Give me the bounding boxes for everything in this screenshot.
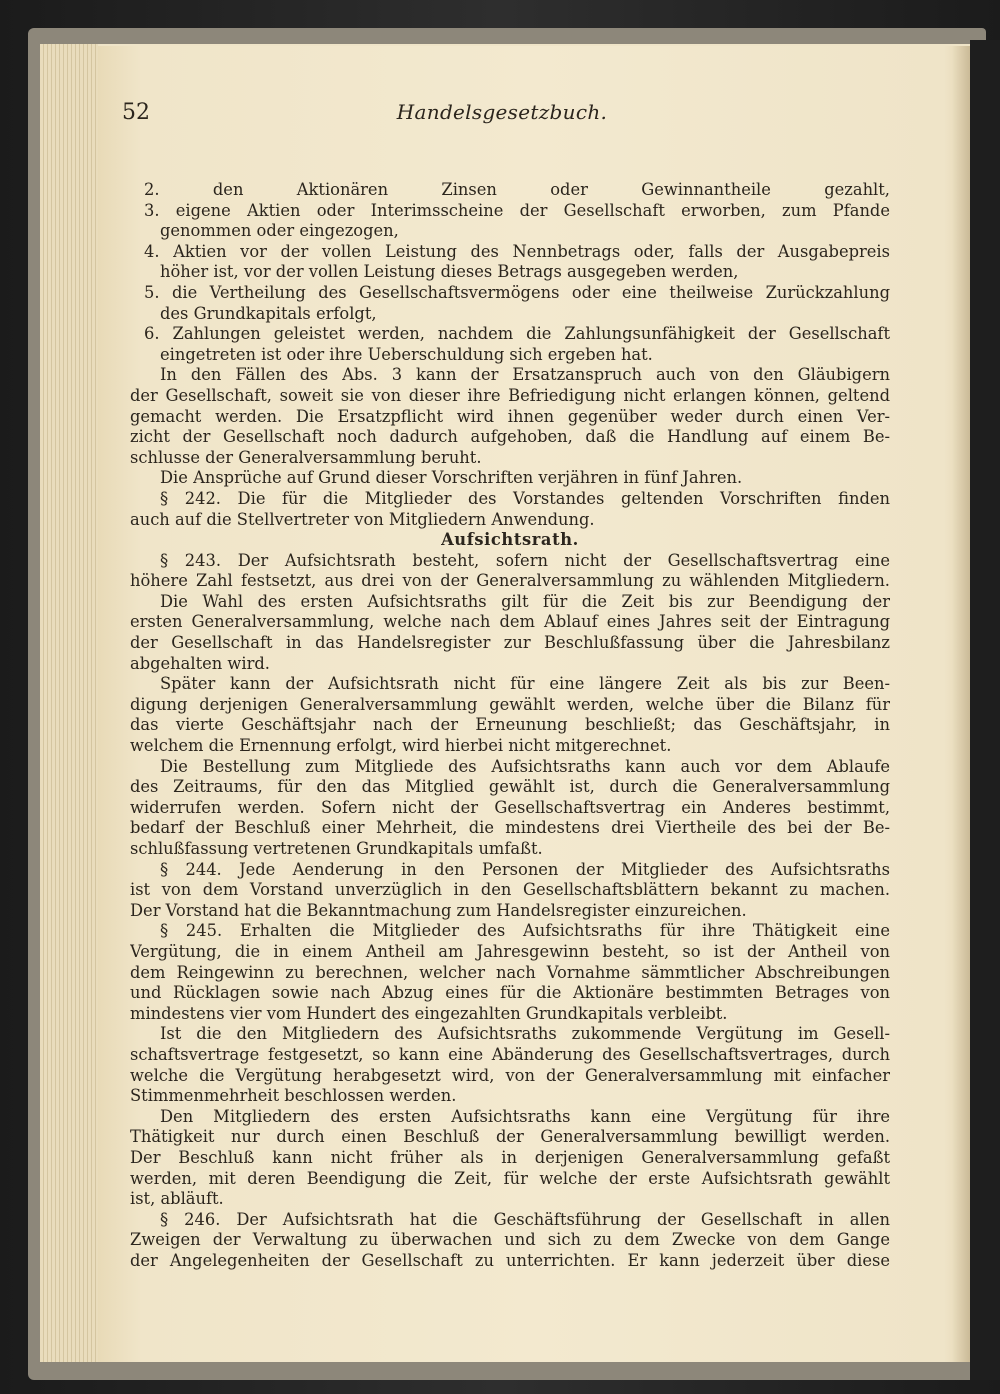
text-line: digung derjenigen Generalversammlung gewählt werden, welche über die Bilanz für xyxy=(130,694,890,714)
text-line: 2. den Aktionären Zinsen oder Gewinnantheile gezahlt, xyxy=(144,180,890,199)
text-line: bedarf der Beschluß einer Mehrheit, die mindestens drei Viertheile des bei der Be- xyxy=(130,818,890,838)
text-line: eingetreten ist oder ihre Ueberschuldung sich ergeben hat. xyxy=(160,344,653,364)
text-line: genommen oder eingezogen, xyxy=(160,221,399,241)
text-line: welchem die Ernennung erfolgt, wird hierbei nicht mitgerechnet. xyxy=(130,736,672,756)
text-line: ist von dem Vorstand unverzüglich in den Gesellschaftsblättern bekannt zu machen. xyxy=(130,880,890,900)
section-244: § 244. Jede Aenderung in den Personen der Mitglieder des Aufsichtsraths xyxy=(160,859,890,879)
text-line: Stimmenmehrheit beschlossen werden. xyxy=(130,1086,457,1106)
text-line: Später kann der Aufsichtsrath nicht für eine längere Zeit als bis zur Been- xyxy=(160,674,890,694)
text-line: Thätigkeit nur durch einen Beschluß der Generalversammlung bewilligt werden. xyxy=(130,1127,890,1147)
page-stack-edges xyxy=(40,44,98,1362)
text-line: höhere Zahl festsetzt, aus drei von der Generalversammlung zu wählenden Mitgliedern. xyxy=(130,571,890,591)
text-line: 6. Zahlungen geleistet werden, nachdem die Zahlungsunfähigkeit der Gesellschaft xyxy=(144,324,890,344)
text-line: werden, mit deren Beendigung die Zeit, für welche der erste Aufsichtsrath gewählt xyxy=(130,1168,890,1188)
spine-shadow xyxy=(952,46,970,1362)
text-line: schaftsvertrage festgesetzt, so kann eine Abänderung des Gesellschaftsvertrages, durch xyxy=(130,1044,890,1064)
text-line: gemacht werden. Die Ersatzpflicht wird ihnen gegenüber weder durch einen Ver- xyxy=(130,406,890,426)
text-line: 5. die Vertheilung des Gesellschaftsvermögens oder eine theilweise Zurückzahlung xyxy=(144,282,890,302)
text-line: ersten Generalversammlung, welche nach dem Ablauf eines Jahres seit der Eintragung xyxy=(130,612,890,632)
section-heading: Aufsichtsrath. xyxy=(441,530,579,550)
text-line: widerrufen werden. Sofern nicht der Gesellschaftsvertrag ein Anderes bestimmt, xyxy=(130,797,890,817)
text-line: Der Beschluß kann nicht früher als in derjenigen Generalversammlung gefaßt xyxy=(130,1147,890,1167)
text-line: 4. Aktien vor der vollen Leistung des Nennbetrags oder, falls der Ausgabepreis xyxy=(144,241,890,261)
text-line: dem Reingewinn zu berechnen, welcher nach Vornahme sämmtlicher Abschreibungen xyxy=(130,962,890,982)
section-242: § 242. Die für die Mitglieder des Vorstandes geltenden Vorschriften finden xyxy=(160,488,890,508)
text-line: In den Fällen des Abs. 3 kann der Ersatzanspruch auch von den Gläubigern xyxy=(160,365,890,385)
text-line: ist, abläuft. xyxy=(130,1189,224,1209)
text-line: Die Bestellung zum Mitgliede des Aufsichtsraths kann auch vor dem Ablaufe xyxy=(160,756,890,776)
text-line: abgehalten wird. xyxy=(130,653,270,673)
body-text xyxy=(130,180,890,1271)
text-line: auch auf die Stellvertreter von Mitgliedern Anwendung. xyxy=(130,509,595,529)
text-line: mindestens vier vom Hundert des eingezahlten Grundkapitals verbleibt. xyxy=(130,1003,728,1023)
running-head: Handelsgesetzbuch. xyxy=(396,100,608,124)
text-line: der Angelegenheiten der Gesellschaft zu unterrichten. Er kann jederzeit über diese xyxy=(130,1250,890,1270)
text-line: schlusse der Generalversammlung beruht. xyxy=(130,447,482,467)
text-line: und Rücklagen sowie nach Abzug eines für die Aktionäre bestimmten Betrages von xyxy=(130,983,890,1003)
section-246: § 246. Der Aufsichtsrath hat die Geschäftsführung der Gesellschaft in allen xyxy=(160,1209,890,1229)
text-line: zicht der Gesellschaft noch dadurch aufgehoben, daß die Handlung auf einem Be- xyxy=(130,427,890,447)
scan-background xyxy=(970,40,1000,1380)
text-line: welche die Vergütung herabgesetzt wird, von der Generalversammlung mit einfacher xyxy=(130,1065,890,1085)
page-header xyxy=(122,100,882,136)
text-line: des Zeitraums, für den das Mitglied gewählt ist, durch die Generalversammlung xyxy=(130,777,890,797)
page-number: 52 xyxy=(122,100,150,125)
text-line: Der Vorstand hat die Bekanntmachung zum Handelsregister einzureichen. xyxy=(130,900,747,920)
text-line: des Grundkapitals erfolgt, xyxy=(160,303,377,323)
text-line: Die Ansprüche auf Grund dieser Vorschriften verjähren in fünf Jahren. xyxy=(160,468,743,488)
text-line: das vierte Geschäftsjahr nach der Erneunung beschließt; das Geschäftsjahr, in xyxy=(130,715,890,735)
text-line: Den Mitgliedern des ersten Aufsichtsraths kann eine Vergütung für ihre xyxy=(160,1106,890,1126)
text-line: Vergütung, die in einem Antheil am Jahresgewinn besteht, so ist der Antheil von xyxy=(130,941,890,961)
text-line: der Gesellschaft, soweit sie von dieser ihre Befriedigung nicht erlangen können, geltend xyxy=(130,385,890,405)
text-line: 3. eigene Aktien oder Interimsscheine der Gesellschaft erworben, zum Pfande xyxy=(144,200,890,220)
section-245: § 245. Erhalten die Mitglieder des Aufsichtsraths für ihre Thätigkeit eine xyxy=(160,921,890,941)
text-line: Ist die den Mitgliedern des Aufsichtsraths zukommende Vergütung im Gesell- xyxy=(160,1024,890,1044)
text-line: schlußfassung vertretenen Grundkapitals umfaßt. xyxy=(130,839,543,858)
text-line: Zweigen der Verwaltung zu überwachen und sich zu dem Zwecke von dem Gange xyxy=(130,1230,890,1250)
section-243: § 243. Der Aufsichtsrath besteht, sofern nicht der Gesellschaftsvertrag eine xyxy=(160,550,890,570)
text-line: der Gesellschaft in das Handelsregister zur Beschlußfassung über die Jahresbilanz xyxy=(130,633,890,653)
text-line: höher ist, vor der vollen Leistung dieses Betrags ausgegeben werden, xyxy=(160,262,739,282)
text-line: Die Wahl des ersten Aufsichtsraths gilt für die Zeit bis zur Beendigung der xyxy=(160,591,890,611)
